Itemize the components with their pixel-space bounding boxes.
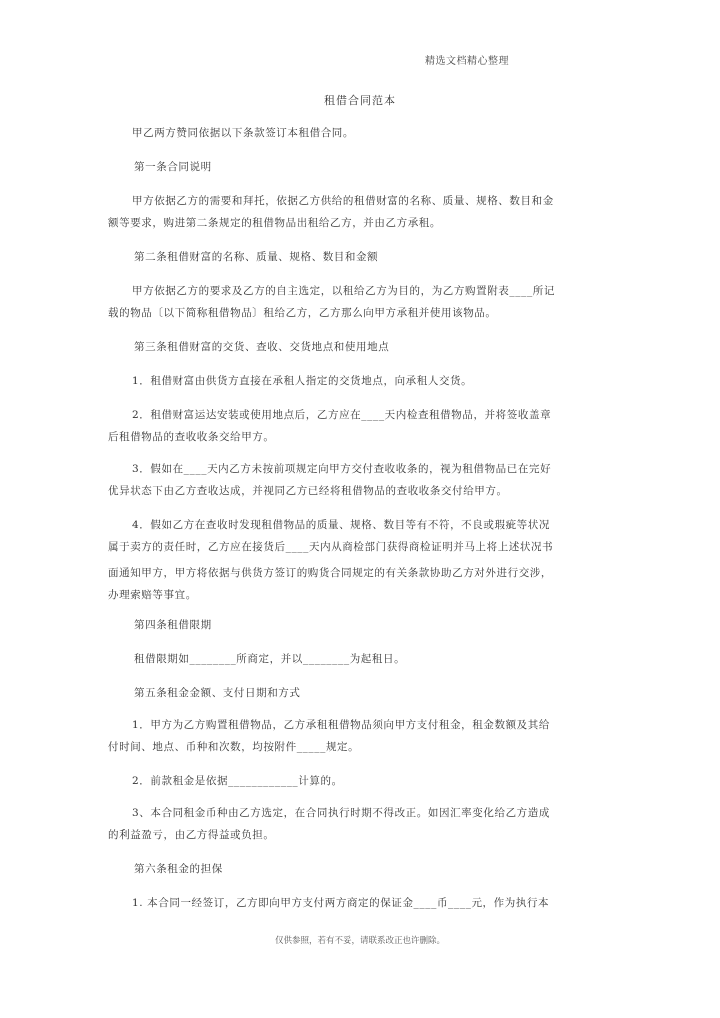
paragraph-3-3: 3．假如在____天内乙方未按前项规定向甲方交付查收收条的，视为租借物品已在完好优异状态下由乙方查收达成，并视同乙方已经将租借物品的查收收条交付给甲方。 bbox=[108, 463, 552, 497]
section-heading-4: 第四条租借限期 bbox=[134, 619, 212, 631]
paragraph-intro: 甲乙两方赞同依据以下条款签订本租借合同。 bbox=[132, 127, 354, 139]
paragraph-5-2: 2．前款租金是依据____________计算的。 bbox=[132, 775, 343, 787]
paragraph-3-2: 2．租借财富运达安装或使用地点后，乙方应在____天内检查租借物品，并将签收盖章后租借物品的查收收条交给甲方。 bbox=[108, 409, 552, 443]
footer-note: 仅供参照，若有不妥，请联系改正也许删除。 bbox=[274, 936, 445, 946]
paragraph-5-1: 1．甲方为乙方购置租借物品，乙方承租租借物品须向甲方支付租金，租金数额及其给付时间、地点、币种和次数，均按附件_____规定。 bbox=[108, 719, 550, 753]
paragraph-5-3: 3、本合同租金币种由乙方选定，在合同执行时期不得改正。如因汇率变化给乙方造成的利益盈亏，由乙方得益或负担。 bbox=[108, 807, 550, 841]
paragraph-section-4: 租借限期如________所商定，并以________为起租日。 bbox=[134, 653, 406, 665]
section-heading-3: 第三条租借财富的交货、查收、交货地点和使用地点 bbox=[134, 341, 390, 353]
paragraph-3-1: 1．租借财富由供货方直接在承租人指定的交货地点，向承租人交货。 bbox=[132, 375, 473, 387]
section-heading-2: 第二条租借财富的名称、质量、规格、数目和金额 bbox=[134, 251, 379, 263]
paragraph-3-4: 4．假如乙方在查收时发现租借物品的质量、规格、数目等有不符，不良或瑕疵等状况属于卖方的责任时，乙方应在接货后____天内从商检部门获得商检证明并马上将上述状况书 bbox=[108, 519, 554, 553]
paragraph-3-4-continued: 面通知甲方，甲方将依据与供货方签订的购货合同规定的有关条款协助乙方对外进行交涉，办理索赔等事宜。 bbox=[108, 567, 552, 601]
page-title: 租借合同范本 bbox=[324, 94, 396, 107]
section-heading-1: 第一条合同说明 bbox=[134, 161, 212, 173]
header-note: 精选文档精心整理 bbox=[425, 56, 509, 67]
section-heading-6: 第六条租金的担保 bbox=[134, 863, 223, 875]
paragraph-section-1: 甲方依据乙方的需要和拜托，依据乙方供给的租借财富的名称、质量、规格、数目和金额等要求，购进第二条规定的租借物品出租给乙方，并由乙方承租。 bbox=[108, 195, 554, 229]
paragraph-section-2: 甲方依据乙方的要求及乙方的自主选定，以租给乙方为目的，为乙方购置附表____所记载的物品〔以下简称租借物品〕租给乙方，乙方那么向甲方承租并使用该物品。 bbox=[108, 285, 555, 319]
section-heading-5: 第五条租金金额、支付日期和方式 bbox=[134, 687, 301, 699]
paragraph-6-1: 1. 本合同一经签订，乙方即向甲方支付两方商定的保证金____币____元，作为执行本 bbox=[132, 897, 550, 909]
